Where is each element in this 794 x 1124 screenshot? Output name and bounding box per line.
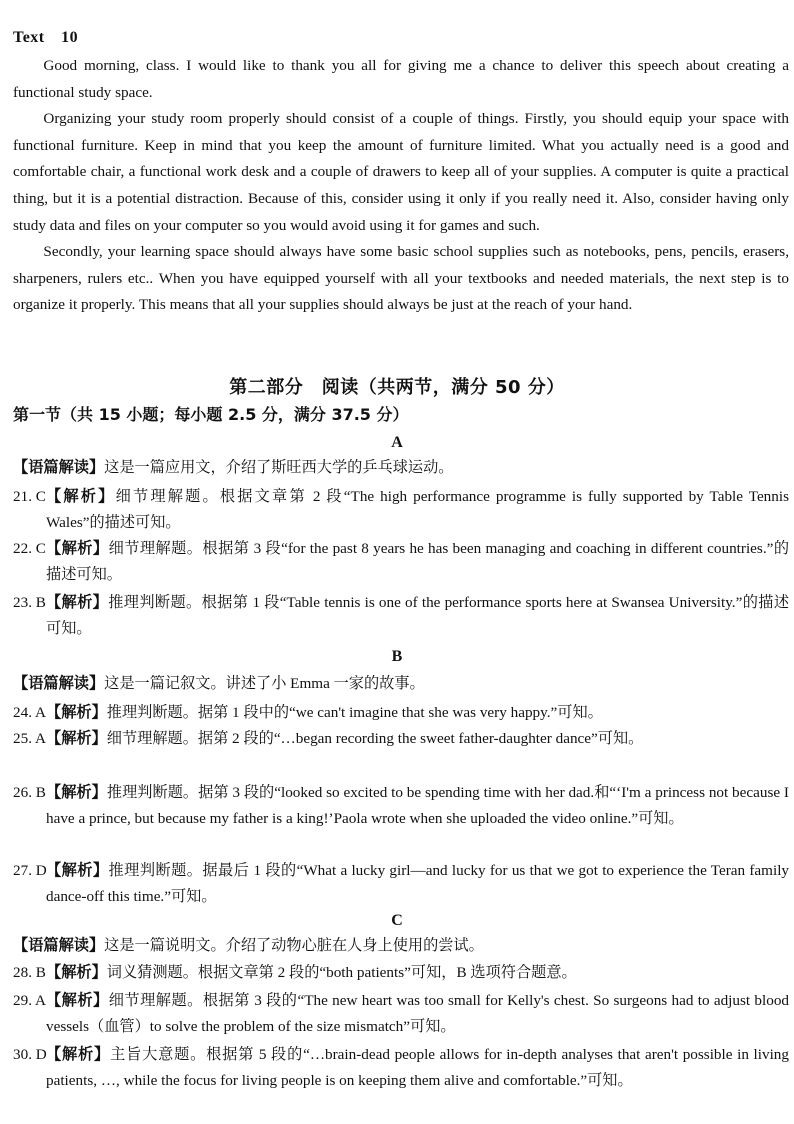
section-one-title: 第一节（共 15 小题；每小题 2.5 分，满分 37.5 分） bbox=[13, 405, 409, 424]
listening-speech bbox=[13, 53, 789, 319]
analysis-label: 【解析】 bbox=[46, 784, 107, 801]
answer-explanation: 推理判断题。据最后 1 段的“What a lucky girl—and lucky for us that we got to experience the Teran family dance-off this time.”可知。 bbox=[46, 862, 790, 905]
answer-explanation: 推理判断题。根据第 1 段“Table tennis is one of the performance sports here at Swansea University.”的描述可知。 bbox=[46, 594, 790, 637]
answer-item-29 bbox=[13, 988, 789, 1040]
part-two-title: 第二部分 阅读（共两节，满分 50 分） bbox=[229, 377, 565, 398]
answer-item-28 bbox=[13, 960, 789, 986]
analysis-text: 这是一篇说明文。介绍了动物心脏在人身上使用的尝试。 bbox=[104, 937, 484, 954]
answer-number: 25. A bbox=[13, 730, 46, 747]
analysis-label: 【解析】 bbox=[46, 1046, 111, 1063]
answer-number: 28. B bbox=[13, 964, 46, 981]
speech-paragraph: Good morning, class. I would like to thank you all for giving me a chance to deliver this speech about creating a functional study space. bbox=[13, 57, 789, 101]
listening-text-title: Text 10 bbox=[13, 29, 79, 46]
answer-item-26 bbox=[13, 780, 789, 832]
answer-item-24 bbox=[13, 700, 789, 726]
answer-item-30 bbox=[13, 1042, 789, 1094]
answer-number: 21. C bbox=[13, 488, 46, 505]
answer-item-21 bbox=[13, 484, 789, 536]
analysis-tag: 【语篇解读】 bbox=[13, 937, 105, 954]
analysis-label: 【解析】 bbox=[46, 594, 109, 611]
analysis-label: 【解析】 bbox=[46, 964, 107, 981]
answer-number: 26. B bbox=[13, 784, 46, 801]
answer-item-22 bbox=[13, 536, 789, 588]
analysis-label: 【解析】 bbox=[46, 730, 107, 747]
answer-explanation: 细节理解题。根据第 3 段“for the past 8 years he has been managing and coaching in different countries.”的描述可知。 bbox=[46, 540, 790, 583]
answer-number: 27. D bbox=[13, 862, 47, 879]
analysis-label: 【解析】 bbox=[46, 862, 109, 879]
answer-number: 30. D bbox=[13, 1046, 47, 1063]
analysis-label: 【解析】 bbox=[46, 488, 116, 505]
analysis-text: 这是一篇记叙文。讲述了小 Emma 一家的故事。 bbox=[104, 675, 425, 692]
passage-a-analysis bbox=[13, 456, 789, 480]
answer-number: 24. A bbox=[13, 704, 46, 721]
analysis-label: 【解析】 bbox=[46, 704, 107, 721]
answer-item-23 bbox=[13, 590, 789, 642]
answer-item-25 bbox=[13, 726, 789, 752]
passage-letter-b: B bbox=[391, 648, 403, 665]
answer-number: 23. B bbox=[13, 594, 46, 611]
analysis-tag: 【语篇解读】 bbox=[13, 675, 105, 692]
answer-explanation: 推理判断题。据第 3 段的“looked so excited to be spending time with her dad.和“‘I'm a princess not because I have a prince, but because my father is a king!’Paola wrote when she uploaded the video online.”可知。 bbox=[46, 784, 789, 827]
passage-letter-c: C bbox=[391, 912, 403, 929]
answer-explanation: 主旨大意题。根据第 5 段的“…brain-dead people allows for in-depth analyses that aren't possible in living patients, …, while the focus for living people is on keeping them alive and comfortable.”可知。 bbox=[46, 1046, 789, 1089]
answer-explanation: 词义猜测题。根据文章第 2 段的“both patients”可知，B 选项符合题意。 bbox=[106, 964, 577, 981]
answer-explanation: 细节理解题。根据文章第 2 段“The high performance programme is fully supported by Table Tennis Wales”的描述可知。 bbox=[46, 488, 790, 531]
answer-explanation: 细节理解题。据第 2 段的“…began recording the sweet father-daughter dance”可知。 bbox=[106, 730, 644, 747]
passage-letter-a: A bbox=[391, 434, 403, 451]
passage-c-analysis bbox=[13, 934, 789, 958]
answer-explanation: 细节理解题。根据第 3 段的“The new heart was too small for Kelly's chest. So surgeons had to adjust blood vessels（血管）to solve the problem of the size mismatch”可知。 bbox=[46, 992, 790, 1035]
passage-b-analysis bbox=[13, 672, 789, 696]
answer-explanation: 推理判断题。据第 1 段中的“we can't imagine that she was very happy.”可知。 bbox=[106, 704, 603, 721]
analysis-label: 【解析】 bbox=[46, 992, 109, 1009]
answer-item-27 bbox=[13, 858, 789, 910]
analysis-text: 这是一篇应用文，介绍了斯旺西大学的乒乓球运动。 bbox=[104, 459, 454, 476]
answer-number: 29. A bbox=[13, 992, 46, 1009]
analysis-tag: 【语篇解读】 bbox=[13, 459, 105, 476]
speech-paragraph: Secondly, your learning space should always have some basic school supplies such as notebooks, pens, pencils, erasers, sharpeners, rulers etc.. When you have equipped yourself with all your textbooks and needed materials, the next step is to organize it properly. This means that all your supplies should always be just at the reach of your hand. bbox=[13, 243, 789, 314]
analysis-label: 【解析】 bbox=[46, 540, 109, 557]
speech-paragraph: Organizing your study room properly should consist of a couple of things. Firstly, you should equip your space with functional furniture. Keep in mind that you keep the amount of furniture limited. What you actually need is a good and comfortable chair, a functional work desk and a couple of drawers to keep all of your supplies. A computer is quite a practical thing, but it is a potential distraction. Because of this, consider using it only if you really need it. Also, consider having only study data and files on your computer so you would avoid using it for games and such. bbox=[13, 110, 789, 234]
answer-number: 22. C bbox=[13, 540, 46, 557]
